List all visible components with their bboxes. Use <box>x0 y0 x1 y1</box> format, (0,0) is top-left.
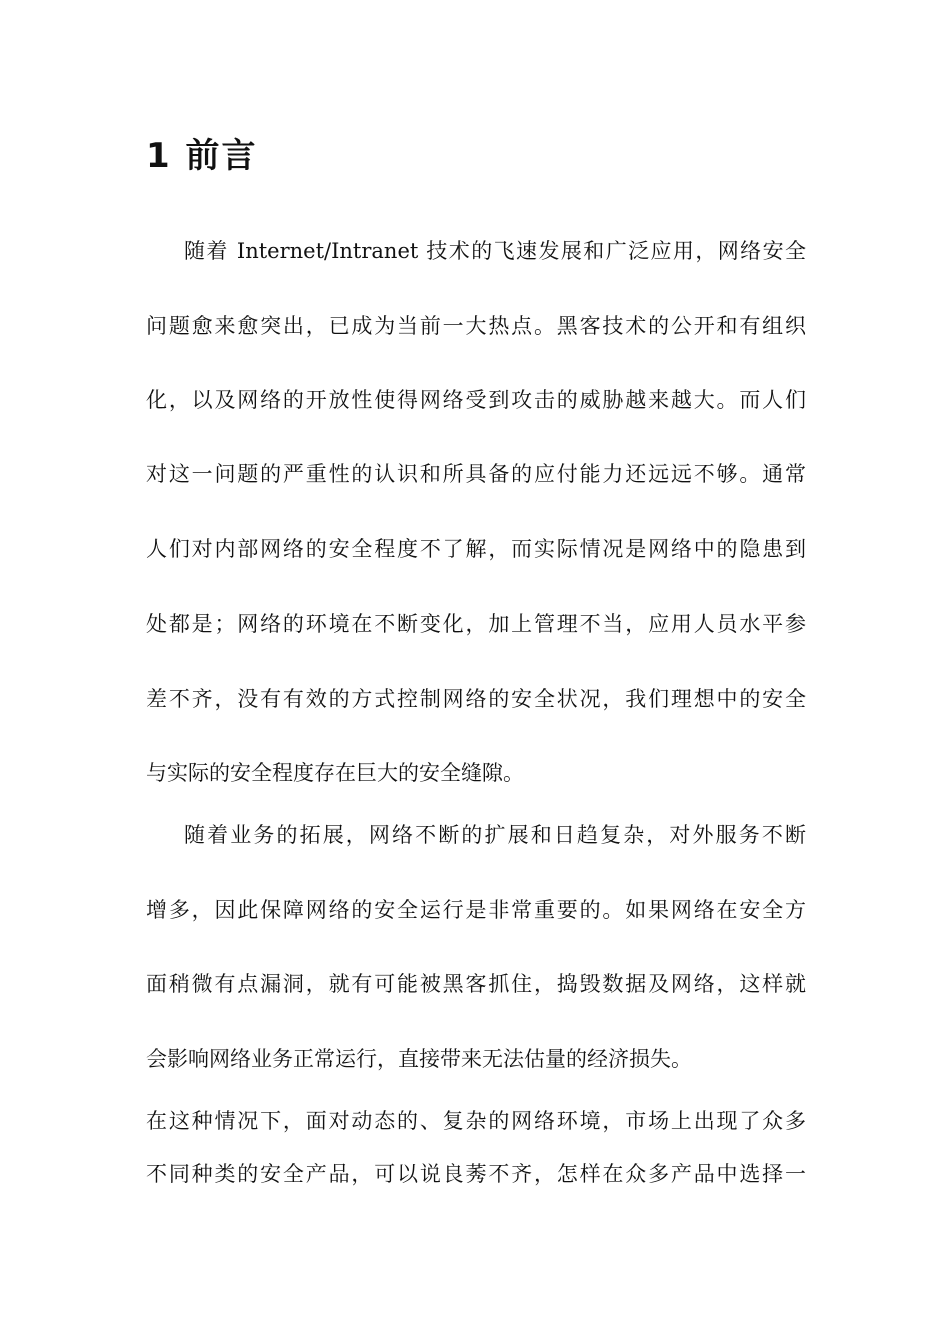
text-line: 随着业务的拓展，网络不断的扩展和日趋复杂，对外服务不断 <box>184 823 806 847</box>
text-line: 问题愈来愈突出，已成为当前一大热点。黑客技术的公开和有组织 <box>146 314 806 338</box>
text-line: 会影响网络业务正常运行，直接带来无法估量的经济损失。 <box>146 1047 692 1071</box>
text-line: 在这种情况下，面对动态的、复杂的网络环境，市场上出现了众多 <box>146 1109 806 1133</box>
text-line: 随着 Internet/Intranet 技术的飞速发展和广泛应用，网络安全 <box>184 239 806 263</box>
section-heading: 1 前言 <box>146 136 258 176</box>
text-line: 与实际的安全程度存在巨大的安全缝隙。 <box>146 761 524 785</box>
text-line: 处都是；网络的环境在不断变化，加上管理不当，应用人员水平参 <box>146 612 806 636</box>
text-line: 对这一问题的严重性的认识和所具备的应付能力还远远不够。通常 <box>146 462 806 486</box>
text-line: 差不齐，没有有效的方式控制网络的安全状况，我们理想中的安全 <box>146 687 806 711</box>
text-line: 化，以及网络的开放性使得网络受到攻击的威胁越来越大。而人们 <box>146 388 806 412</box>
text-line: 增多，因此保障网络的安全运行是非常重要的。如果网络在安全方 <box>146 898 806 922</box>
text-line: 面稍微有点漏洞，就有可能被黑客抓住，捣毁数据及网络，这样就 <box>146 972 806 996</box>
text-line: 人们对内部网络的安全程度不了解，而实际情况是网络中的隐患到 <box>146 537 806 561</box>
text-line: 不同种类的安全产品，可以说良莠不齐，怎样在众多产品中选择一 <box>146 1162 806 1186</box>
